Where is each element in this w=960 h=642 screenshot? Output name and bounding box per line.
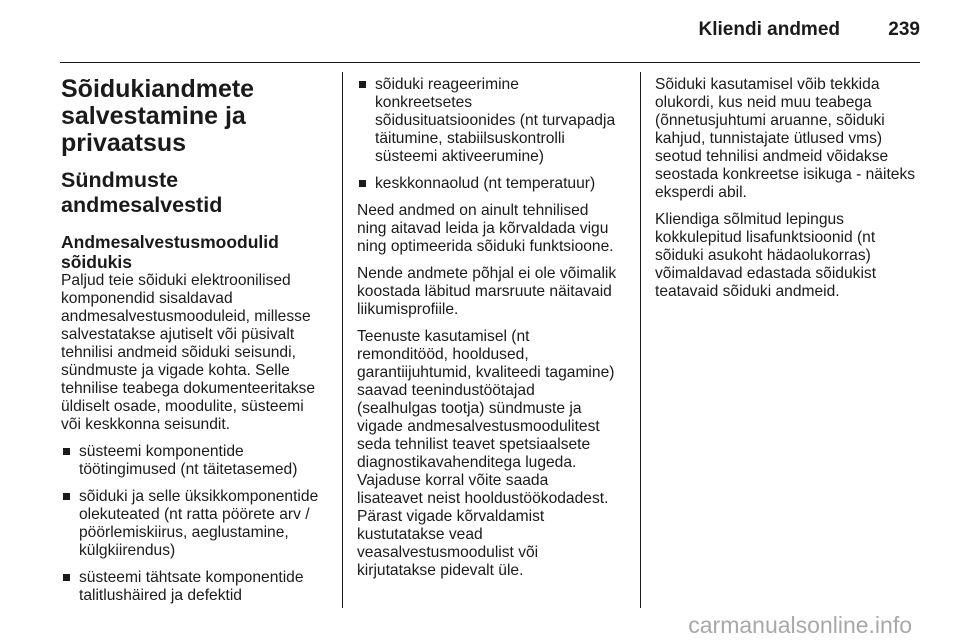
column-2	[357, 76, 629, 589]
paragraph: Sõiduki kasutamisel võib tekkida olukordi, kus neid muu teabega (õnnetusjuhtumi aruanne, sõiduki kahjud, tunnistajate ütlused vms) seotud tehnilisi andmeid võidakse seostada konkreetse isikuga - näiteks eksperdi abil.	[655, 76, 916, 201]
paragraph: Need andmed on ainult tehnilised ning aitavad leida ja kõrvaldada vigu ning optimeerida sõiduki funktsioone.	[357, 202, 614, 255]
bullet-list	[61, 443, 331, 605]
intro-paragraph: Paljud teie sõiduki elektroonilised komponendid sisaldavad andmesalvestusmooduleid, millesse salvestatakse ajutiselt või püsivalt tehnilisi andmeid sõiduki seisundi, sündmuste ja vigade kohta. Selle tehnilise teabega dokumenteeritakse üldiselt osade, moodulite, süsteemi või keskkonna seisundit.	[61, 272, 315, 433]
bullet-list	[357, 76, 629, 193]
column-divider-1	[342, 72, 343, 608]
sub-heading: Sündmuste andmesalvestid	[61, 168, 223, 217]
paragraph: Teenuste kasutamisel (nt remonditööd, hooldused, garantiijuhtumid, kvaliteedi tagamine) saavad teenindustöötajad (sealhulgas tootja) sündmuste ja vigade andmesalvestusmoodulitest seda tehnilist teavet spetsiaalsete diagnostikavahenditega lugeda. Vajaduse korral võite saada lisateavet neist hooldustöökodadest. Pärast vigade kõrvaldamist kustutatakse vead veasalvestusmoodulist või kirjutatakse pidevalt üle.	[357, 328, 615, 579]
bullet-square-icon	[63, 448, 70, 455]
list-item: sõiduki ja selle üksikkomponentide olekuteated (nt ratta pöörete arv / pöörlemiskiirus, aeglustamine, külgkiirendus)	[61, 488, 331, 560]
list-item: sõiduki reageerimine konkreetsetes sõidusituatsioonides (nt turvapadja täitumine, stabiilsuskontrolli süsteemi aktiveerumine)	[357, 76, 629, 166]
paragraph: Nende andmete põhjal ei ole võimalik koostada läbitud marsruute näitavaid liikumisprofiile.	[357, 265, 617, 318]
paragraph: Kliendiga sõlmitud lepingus kokkulepitud lisafunktsioonid (nt sõiduki asukoht hädaolukorras) võimaldavad edastada sõidukist teatavaid sõiduki andmeid.	[655, 211, 877, 300]
list-item: süsteemi komponentide töötingimused (nt täitetasemed)	[61, 443, 331, 479]
column-3	[655, 76, 923, 310]
section-title: Kliendi andmed	[698, 19, 840, 40]
list-item: süsteemi tähtsate komponentide talitlushäired ja defektid	[61, 569, 331, 605]
bullet-square-icon	[359, 180, 366, 187]
page-number: 239	[888, 19, 920, 40]
column-divider-2	[640, 72, 641, 608]
header-rule	[60, 62, 920, 63]
bullet-square-icon	[63, 493, 70, 500]
list-item: keskkonnaolud (nt temperatuur)	[357, 175, 629, 193]
bullet-square-icon	[359, 81, 366, 88]
section-heading: Andmesalvestusmoodulid sõidukis	[61, 232, 279, 272]
column-1	[61, 76, 331, 614]
main-heading: Sõidukiandmete salvestamine ja privaatsus	[61, 75, 255, 157]
watermark: carmanualsonline.info	[688, 612, 912, 638]
page-header	[0, 0, 960, 52]
bullet-square-icon	[63, 574, 70, 581]
